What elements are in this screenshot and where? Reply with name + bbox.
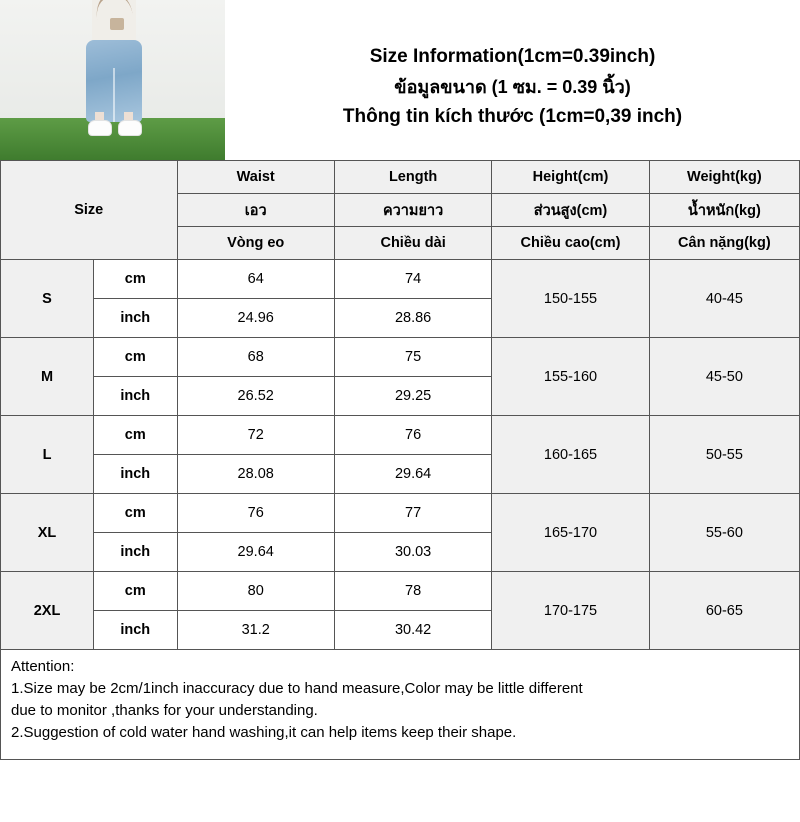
- unit-cm: cm: [94, 338, 177, 377]
- xl-waist-cm: 76: [177, 494, 334, 533]
- wide-leg-jeans: [86, 40, 142, 122]
- table-row: [1, 494, 800, 533]
- attention-line-1: 1.Size may be 2cm/1inch inaccuracy due to hand measure,Color may be little different: [11, 680, 583, 697]
- l-height: 160-165: [492, 416, 649, 494]
- unit-cm: cm: [94, 260, 177, 299]
- row-size-s: S: [1, 260, 94, 338]
- attention-line-2: due to monitor ,thanks for your understanding.: [11, 702, 318, 719]
- waist-header-th: เอว: [177, 194, 334, 227]
- l-length-cm: 76: [334, 416, 491, 455]
- m-length-cm: 75: [334, 338, 491, 377]
- m-waist-inch: 26.52: [177, 377, 334, 416]
- length-header-vi: Chiều dài: [334, 227, 491, 260]
- xl-waist-inch: 29.64: [177, 533, 334, 572]
- unit-inch: inch: [94, 377, 177, 416]
- title-english: Size Information(1cm=0.39inch): [369, 46, 656, 67]
- l-length-inch: 29.64: [334, 455, 491, 494]
- waist-header-en: Waist: [177, 161, 334, 194]
- unit-cm: cm: [94, 572, 177, 611]
- model-figure: [74, 0, 154, 160]
- 2xl-waist-cm: 80: [177, 572, 334, 611]
- xl-height: 165-170: [492, 494, 649, 572]
- right-shoe: [118, 120, 142, 136]
- row-size-l: L: [1, 416, 94, 494]
- s-height: 150-155: [492, 260, 649, 338]
- s-length-cm: 74: [334, 260, 491, 299]
- l-waist-inch: 28.08: [177, 455, 334, 494]
- bottom-spacer: [0, 760, 800, 822]
- height-header-vi: Chiều cao(cm): [492, 227, 649, 260]
- table-row: [1, 416, 800, 455]
- unit-inch: inch: [94, 533, 177, 572]
- unit-cm: cm: [94, 494, 177, 533]
- length-header-en: Length: [334, 161, 491, 194]
- attention-block: [0, 650, 800, 760]
- weight-header-vi: Cân nặng(kg): [649, 227, 799, 260]
- attention-line-3: 2.Suggestion of cold water hand washing,it can help items keep their shape.: [11, 724, 517, 741]
- size-header-cell: Size: [1, 161, 178, 260]
- s-length-inch: 28.86: [334, 299, 491, 338]
- 2xl-weight: 60-65: [649, 572, 799, 650]
- 2xl-length-inch: 30.42: [334, 611, 491, 650]
- 2xl-waist-inch: 31.2: [177, 611, 334, 650]
- s-waist-inch: 24.96: [177, 299, 334, 338]
- height-header-th: ส่วนสูง(cm): [492, 194, 649, 227]
- s-weight: 40-45: [649, 260, 799, 338]
- length-header-th: ความยาว: [334, 194, 491, 227]
- weight-header-en: Weight(kg): [649, 161, 799, 194]
- left-shoe: [88, 120, 112, 136]
- unit-inch: inch: [94, 455, 177, 494]
- table-row: [1, 572, 800, 611]
- table-row: [1, 338, 800, 377]
- row-size-2xl: 2XL: [1, 572, 94, 650]
- l-waist-cm: 72: [177, 416, 334, 455]
- m-height: 155-160: [492, 338, 649, 416]
- row-size-m: M: [1, 338, 94, 416]
- xl-length-cm: 77: [334, 494, 491, 533]
- attention-heading: Attention:: [11, 658, 75, 675]
- row-size-xl: XL: [1, 494, 94, 572]
- s-waist-cm: 64: [177, 260, 334, 299]
- header-area: [0, 0, 800, 160]
- unit-inch: inch: [94, 299, 177, 338]
- xl-length-inch: 30.03: [334, 533, 491, 572]
- height-header-en: Height(cm): [492, 161, 649, 194]
- table-row: [1, 260, 800, 299]
- 2xl-length-cm: 78: [334, 572, 491, 611]
- shoulder-bag: [110, 18, 124, 30]
- product-photo: [0, 0, 225, 160]
- size-table: [0, 160, 800, 650]
- title-vietnamese: Thông tin kích thước (1cm=0,39 inch): [342, 106, 683, 127]
- xl-weight: 55-60: [649, 494, 799, 572]
- title-thai: ข้อมูลขนาด (1 ซม. = 0.39 นิ้ว): [394, 77, 631, 97]
- table-header-row-1: [1, 161, 800, 194]
- unit-inch: inch: [94, 611, 177, 650]
- m-length-inch: 29.25: [334, 377, 491, 416]
- l-weight: 50-55: [649, 416, 799, 494]
- title-block: [225, 0, 800, 160]
- unit-cm: cm: [94, 416, 177, 455]
- weight-header-th: น้ำหนัก(kg): [649, 194, 799, 227]
- waist-header-vi: Vòng eo: [177, 227, 334, 260]
- m-weight: 45-50: [649, 338, 799, 416]
- m-waist-cm: 68: [177, 338, 334, 377]
- 2xl-height: 170-175: [492, 572, 649, 650]
